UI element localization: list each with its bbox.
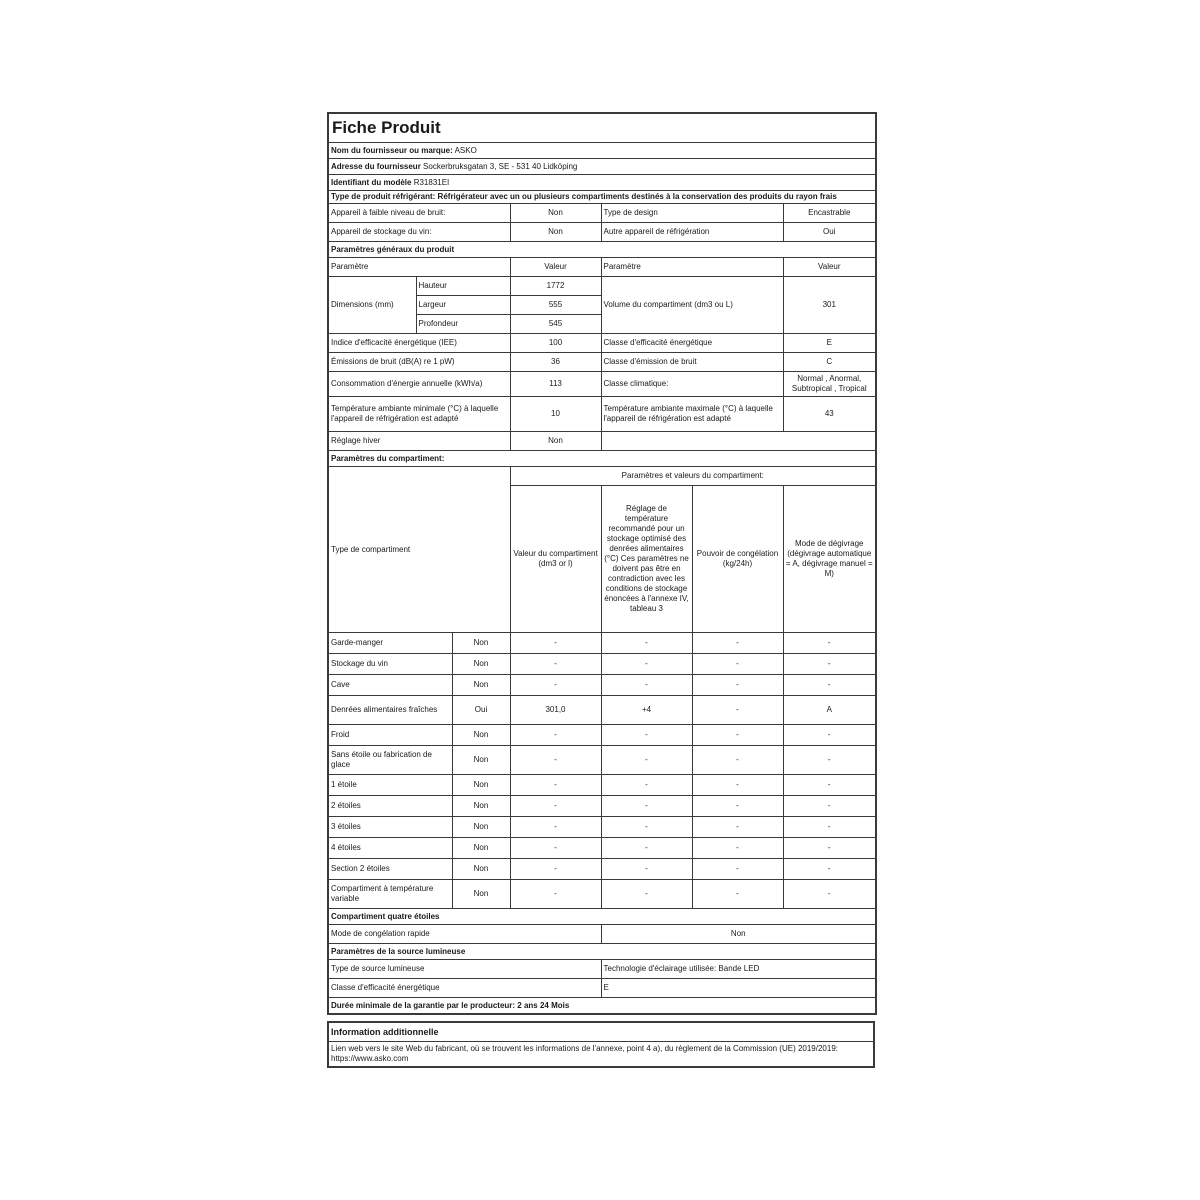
compartment-name: 4 étoiles: [328, 838, 452, 859]
compartment-present: Non: [452, 838, 510, 859]
compartment-volume: -: [510, 746, 601, 775]
supplier-row: Nom du fournisseur ou marque: ASKO: [328, 143, 876, 159]
compartment-present: Non: [452, 859, 510, 880]
compartment-present: Non: [452, 775, 510, 796]
compartment-temp: -: [601, 796, 692, 817]
compartment-section-title: Paramètres du compartiment:: [328, 451, 876, 467]
additional-title: Information additionnelle: [328, 1022, 874, 1042]
min-temp-label: Température ambiante minimale (°C) à laquelle l'appareil de réfrigération est adapté: [328, 397, 510, 432]
volume-label: Volume du compartiment (dm3 ou L): [601, 277, 783, 334]
compartment-freeze: -: [692, 633, 783, 654]
depth-label: Profondeur: [416, 315, 510, 334]
compartment-temp: -: [601, 775, 692, 796]
compartment-temp: -: [601, 859, 692, 880]
compartment-defrost: -: [783, 633, 876, 654]
compartment-row: [328, 746, 876, 775]
light-tech-label: Technologie d'éclairage utilisée: Bande LED: [601, 960, 876, 979]
compartment-present: Non: [452, 746, 510, 775]
compartment-temp: -: [601, 838, 692, 859]
compartment-present: Non: [452, 633, 510, 654]
compartment-volume: -: [510, 725, 601, 746]
wine-storage-label: Appareil de stockage du vin:: [328, 223, 510, 242]
compartment-freeze: -: [692, 654, 783, 675]
compartment-freeze: -: [692, 838, 783, 859]
compartment-present: Non: [452, 817, 510, 838]
compartment-defrost: -: [783, 880, 876, 909]
compartment-defrost: -: [783, 725, 876, 746]
compartment-defrost: -: [783, 654, 876, 675]
compartment-temp: -: [601, 817, 692, 838]
light-section-title: Paramètres de la source lumineuse: [328, 944, 876, 960]
param-header-2: Paramètre: [601, 258, 783, 277]
other-refrig-value: Oui: [783, 223, 876, 242]
page-title: Fiche Produit: [328, 113, 876, 143]
compartment-freeze: -: [692, 675, 783, 696]
compartment-row: [328, 775, 876, 796]
compartment-name: 3 étoiles: [328, 817, 452, 838]
compartment-defrost: -: [783, 838, 876, 859]
climate-value: Normal , Anormal, Subtropical , Tropical: [783, 372, 876, 397]
compartment-row: [328, 633, 876, 654]
compartment-defrost: -: [783, 775, 876, 796]
noise-label: Émissions de bruit (dB(A) re 1 pW): [328, 353, 510, 372]
width-label: Largeur: [416, 296, 510, 315]
compartment-name: Section 2 étoiles: [328, 859, 452, 880]
model-row: Identifiant du modèle R31831EI: [328, 175, 876, 191]
eei-value: 100: [510, 334, 601, 353]
compartment-volume: -: [510, 775, 601, 796]
other-refrig-label: Autre appareil de réfrigération: [601, 223, 783, 242]
compartment-defrost: -: [783, 859, 876, 880]
compartment-defrost: -: [783, 746, 876, 775]
compartment-volume: -: [510, 796, 601, 817]
compartment-name: Stockage du vin: [328, 654, 452, 675]
compartment-row: [328, 859, 876, 880]
noise-class-value: C: [783, 353, 876, 372]
compartment-name: Sans étoile ou fabrication de glace: [328, 746, 452, 775]
design-type-label: Type de design: [601, 204, 783, 223]
compartment-temp: -: [601, 725, 692, 746]
compartment-volume: -: [510, 675, 601, 696]
value-header: Valeur: [510, 258, 601, 277]
col-temp-header: Réglage de température recommandé pour un stockage optimisé des denrées alimentaires (°C) Ces paramètres ne doivent pas être en contradiction avec les conditions de stockage énoncées à l'annexe IV, tableau 3: [601, 486, 692, 633]
compartment-group-label: Paramètres et valeurs du compartiment:: [510, 467, 876, 486]
compartment-row: [328, 796, 876, 817]
compartment-name: Denrées alimentaires fraîches: [328, 696, 452, 725]
param-header: Paramètre: [328, 258, 510, 277]
compartment-row: [328, 675, 876, 696]
col-freeze-header: Pouvoir de congélation (kg/24h): [692, 486, 783, 633]
consumption-value: 113: [510, 372, 601, 397]
light-class-label: Classe d'efficacité énergétique: [328, 979, 601, 998]
noise-class-label: Classe d'émission de bruit: [601, 353, 783, 372]
additional-text: Lien web vers le site Web du fabricant, où se trouvent les informations de l'annexe, point 4 a), du règlement de la Commission (UE) 2019/2019: https://www.asko.com: [328, 1042, 874, 1068]
compartment-row: [328, 838, 876, 859]
width-value: 555: [510, 296, 601, 315]
compartment-name: 1 étoile: [328, 775, 452, 796]
height-value: 1772: [510, 277, 601, 296]
compartment-present: Oui: [452, 696, 510, 725]
compartment-row: [328, 725, 876, 746]
compartment-freeze: -: [692, 775, 783, 796]
compartment-temp: -: [601, 633, 692, 654]
compartment-temp: -: [601, 654, 692, 675]
general-section-title: Paramètres généraux du produit: [328, 242, 876, 258]
energy-class-value: E: [783, 334, 876, 353]
compartment-present: Non: [452, 880, 510, 909]
compartment-defrost: -: [783, 817, 876, 838]
low-noise-value: Non: [510, 204, 601, 223]
compartment-volume: -: [510, 817, 601, 838]
compartment-name: 2 étoiles: [328, 796, 452, 817]
consumption-label: Consommation d'énergie annuelle (kWh/a): [328, 372, 510, 397]
compartment-freeze: -: [692, 746, 783, 775]
compartment-freeze: -: [692, 859, 783, 880]
height-label: Hauteur: [416, 277, 510, 296]
fast-freeze-value: Non: [601, 925, 876, 944]
dimensions-label: Dimensions (mm): [328, 277, 416, 334]
compartment-volume: 301,0: [510, 696, 601, 725]
climate-label: Classe climatique:: [601, 372, 783, 397]
compartment-present: Non: [452, 725, 510, 746]
noise-value: 36: [510, 353, 601, 372]
compartment-freeze: -: [692, 696, 783, 725]
max-temp-label: Température ambiante maximale (°C) à laquelle l'appareil de réfrigération est adapté: [601, 397, 783, 432]
depth-value: 545: [510, 315, 601, 334]
fast-freeze-label: Mode de congélation rapide: [328, 925, 601, 944]
compartment-volume: -: [510, 838, 601, 859]
compartment-rows: [328, 633, 876, 909]
compartment-type-label: Type de compartiment: [328, 467, 510, 633]
compartment-freeze: -: [692, 725, 783, 746]
compartment-temp: -: [601, 746, 692, 775]
warranty-row: Durée minimale de la garantie par le producteur: 2 ans 24 Mois: [328, 998, 876, 1015]
compartment-defrost: -: [783, 796, 876, 817]
winter-value: Non: [510, 432, 601, 451]
compartment-present: Non: [452, 675, 510, 696]
winter-empty: [601, 432, 876, 451]
compartment-present: Non: [452, 796, 510, 817]
compartment-temp: +4: [601, 696, 692, 725]
compartment-defrost: A: [783, 696, 876, 725]
eei-label: Indice d'efficacité énergétique (IEE): [328, 334, 510, 353]
compartment-name: Cave: [328, 675, 452, 696]
address-row: Adresse du fournisseur Sockerbruksgatan 3, SE - 531 40 Lidköping: [328, 159, 876, 175]
winter-label: Réglage hiver: [328, 432, 510, 451]
additional-info-table: [327, 1021, 875, 1068]
max-temp-value: 43: [783, 397, 876, 432]
design-type-value: Encastrable: [783, 204, 876, 223]
compartment-defrost: -: [783, 675, 876, 696]
four-star-section-title: Compartiment quatre étoiles: [328, 909, 876, 925]
light-type-label: Type de source lumineuse: [328, 960, 601, 979]
compartment-freeze: -: [692, 796, 783, 817]
compartment-freeze: -: [692, 817, 783, 838]
volume-value: 301: [783, 277, 876, 334]
col-defrost-header: Mode de dégivrage (dégivrage automatique = A, dégivrage manuel = M): [783, 486, 876, 633]
compartment-temp: -: [601, 880, 692, 909]
compartment-present: Non: [452, 654, 510, 675]
energy-class-label: Classe d'efficacité énergétique: [601, 334, 783, 353]
compartment-volume: -: [510, 859, 601, 880]
compartment-name: Garde-manger: [328, 633, 452, 654]
compartment-volume: -: [510, 654, 601, 675]
compartment-row: [328, 696, 876, 725]
wine-storage-value: Non: [510, 223, 601, 242]
low-noise-label: Appareil à faible niveau de bruit:: [328, 204, 510, 223]
col-volume-header: Valeur du compartiment (dm3 or l): [510, 486, 601, 633]
compartment-volume: -: [510, 880, 601, 909]
light-class-value: E: [601, 979, 876, 998]
product-sheet: [327, 112, 875, 1068]
compartment-row: [328, 817, 876, 838]
min-temp-value: 10: [510, 397, 601, 432]
compartment-name: Froid: [328, 725, 452, 746]
value-header-2: Valeur: [783, 258, 876, 277]
compartment-temp: -: [601, 675, 692, 696]
compartment-freeze: -: [692, 880, 783, 909]
product-type-row: Type de produit réfrigérant: Réfrigérateur avec un ou plusieurs compartiments destinés à la conservation des produits du rayon frais: [328, 191, 876, 204]
compartment-volume: -: [510, 633, 601, 654]
compartment-name: Compartiment à température variable: [328, 880, 452, 909]
compartment-row: [328, 654, 876, 675]
product-info-table: [327, 112, 877, 1015]
compartment-row: [328, 880, 876, 909]
